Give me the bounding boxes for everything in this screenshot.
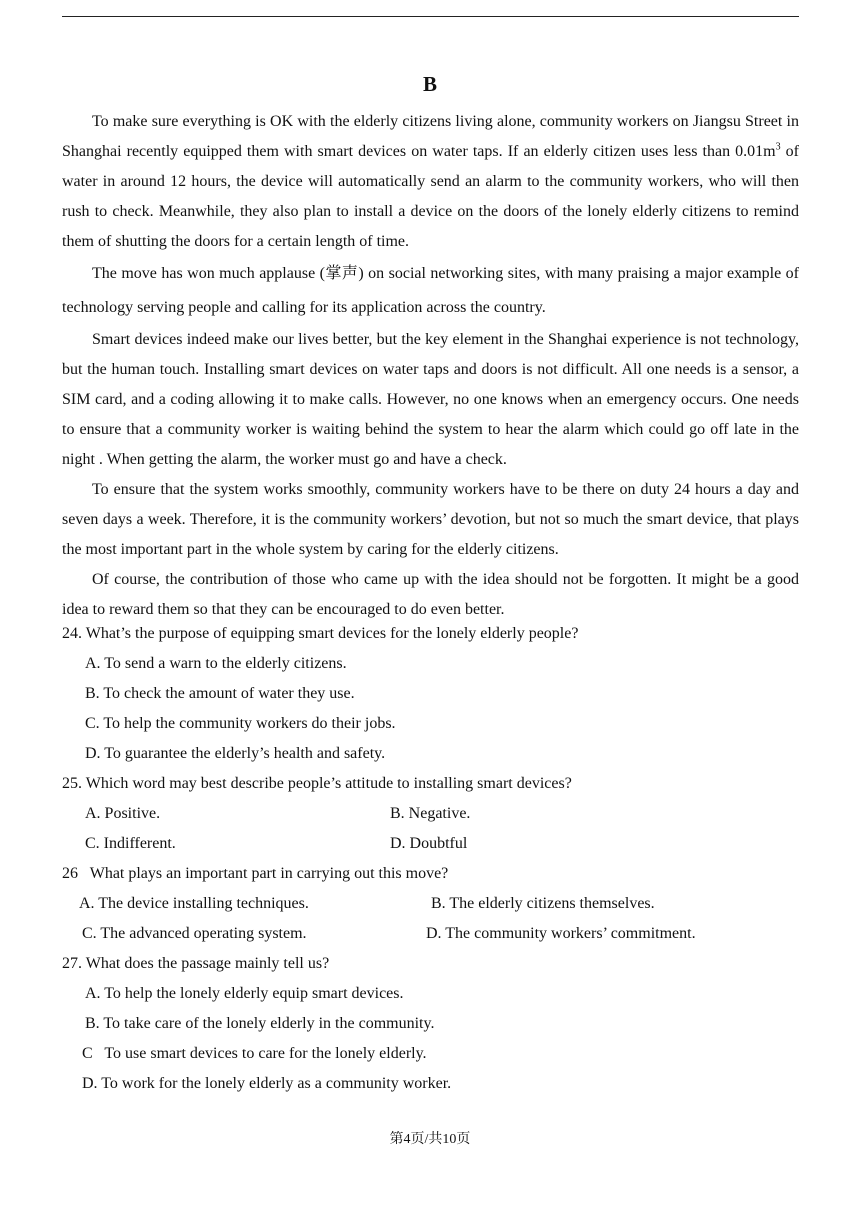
header-rule <box>62 16 799 17</box>
question-25-option-c: C. Indifferent. <box>85 835 176 852</box>
question-25-stem: 25. Which word may best describe people’s attitude to installing smart devices? <box>62 775 572 792</box>
question-27-option-b: B. To take care of the lonely elderly in the community. <box>85 1015 435 1032</box>
question-26-option-a: A. The device installing techniques. <box>79 895 309 912</box>
passage-paragraph-2: The move has won much applause (掌声) on social networking sites, with many praising a major example of technology serving people and calling for its application across the country. <box>62 265 799 316</box>
section-title: B <box>422 72 437 96</box>
question-24-option-c: C. To help the community workers do their jobs. <box>85 715 396 732</box>
question-24-option-d: D. To guarantee the elderly’s health and safety. <box>85 745 386 762</box>
reading-passage <box>62 107 799 625</box>
superscript-three: 3 <box>775 141 781 153</box>
passage-paragraph-3: Smart devices indeed make our lives better, but the key element in the Shanghai experience is not technology, but the human touch. Installing smart devices on water taps and doors is not difficult. All one needs is a sensor, a SIM card, and a coding allowing it to make calls. However, no one knows when an emergency occurs. One needs to ensure that a community worker is waiting behind the system to hear the alarm which could go off late in the night . When getting the alarm, the worker must go and have a check. <box>62 331 799 468</box>
question-24-option-b: B. To check the amount of water they use. <box>85 685 355 702</box>
question-25-row-ab <box>62 799 822 829</box>
question-27-option-d: D. To work for the lonely elderly as a community worker. <box>82 1075 452 1092</box>
question-27-option-c: C To use smart devices to care for the lonely elderly. <box>82 1045 427 1062</box>
passage-paragraph-5: Of course, the contribution of those who came up with the idea should not be forgotten. It might be a good idea to reward them so that they can be encouraged to do even better. <box>62 571 799 618</box>
question-27-stem: 27. What does the passage mainly tell us? <box>62 955 330 972</box>
question-26-option-b: B. The elderly citizens themselves. <box>431 895 655 912</box>
question-24-stem: 24. What’s the purpose of equipping smart devices for the lonely elderly people? <box>62 625 579 642</box>
question-26-row-ab <box>62 889 822 919</box>
passage-paragraph-1: To make sure everything is OK with the elderly citizens living alone, community workers on Jiangsu Street in Shanghai recently equipped them with smart devices on water taps. If an elderly citizen uses less than $0.01m^3$ of water in around 12 hours, the device will automatically send an alarm to the community workers, who will then rush to check. Meanwhile, they also plan to install a device on the doors of the lonely elderly citizens to remind them of shutting the doors for a certain length of time. <box>62 113 799 250</box>
question-25-option-d: D. Doubtful <box>390 835 468 852</box>
page-number-footer: 第4页/共10页 <box>389 1132 471 1147</box>
question-26-stem: 26 What plays an important part in carrying out this move? <box>62 865 449 882</box>
question-24-option-a: A. To send a warn to the elderly citizens. <box>85 655 347 672</box>
question-26-option-c: C. The advanced operating system. <box>82 925 307 942</box>
question-26-row-cd <box>62 919 822 949</box>
question-25-option-b: B. Negative. <box>390 805 471 822</box>
question-25-row-cd <box>62 829 822 859</box>
question-26-option-d: D. The community workers’ commitment. <box>426 925 696 942</box>
questions-section <box>62 619 822 1099</box>
question-27-option-a: A. To help the lonely elderly equip smart devices. <box>85 985 404 1002</box>
question-25-option-a: A. Positive. <box>85 805 161 822</box>
passage-paragraph-4: To ensure that the system works smoothly, community workers have to be there on duty 24 hours a day and seven days a week. Therefore, it is the community workers’ devotion, but not so much the smart device, that plays the most important part in the whole system by caring for the elderly citizens. <box>62 481 799 558</box>
